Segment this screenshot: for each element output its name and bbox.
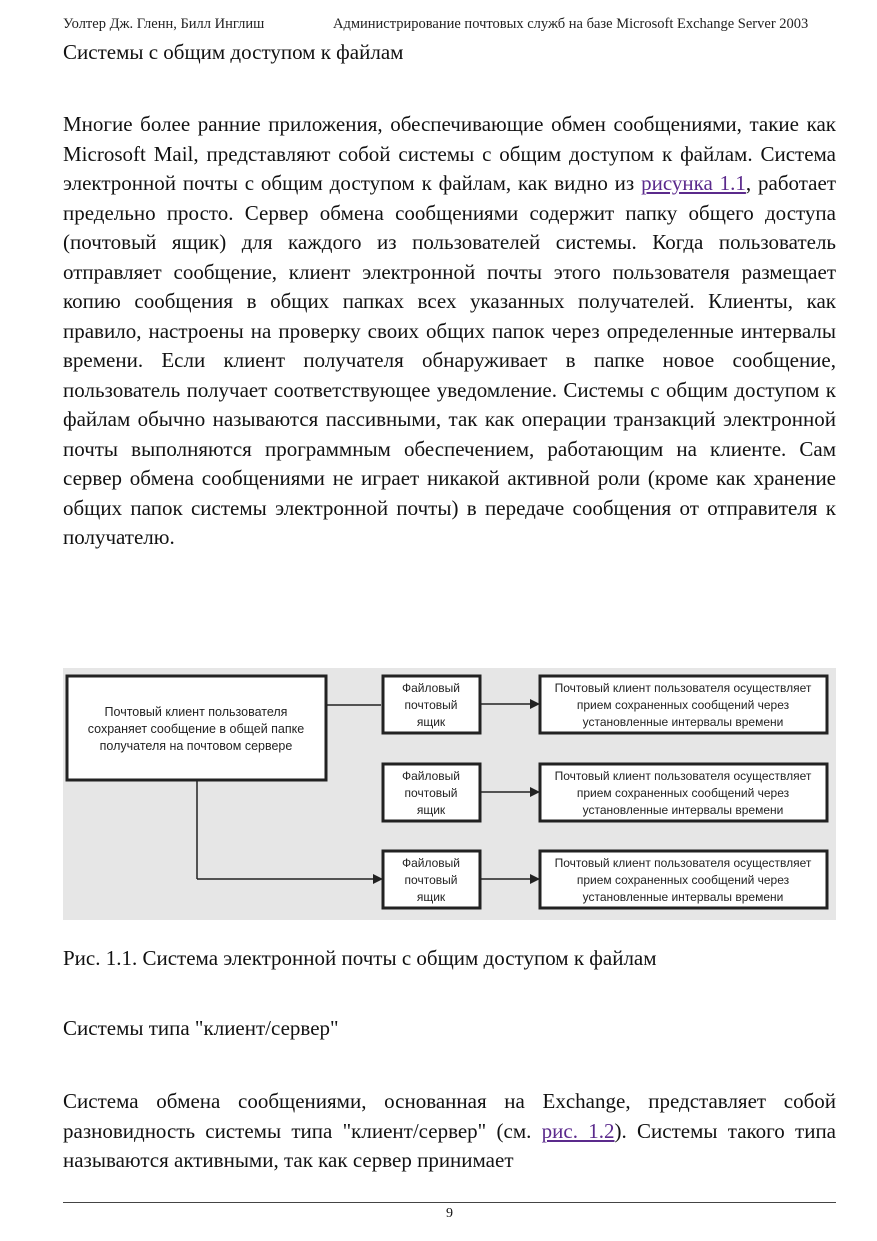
sender-box-line-3: получателя на почтовом сервере	[99, 739, 293, 753]
sender-box-line-1: Почтовый клиент пользователя	[104, 705, 288, 719]
footer-divider	[63, 1202, 836, 1203]
mailbox-label-line: почтовый	[404, 786, 458, 800]
client-box-line: Почтовый клиент пользователя осуществляет	[554, 681, 812, 695]
client-box-line: прием сохраненных сообщений через	[576, 873, 790, 887]
paragraph-text: Система обмена сообщениями, основанная на Exchange, представляет собой разновидность системы типа "клиент/сервер" (см.	[63, 1089, 836, 1143]
mailbox-label-line: ящик	[416, 803, 446, 817]
client-box-line: Почтовый клиент пользователя осуществляет	[554, 769, 812, 783]
client-box-line: установленные интервалы времени	[582, 890, 784, 904]
figure-1-2-link[interactable]: рис. 1.2	[541, 1118, 615, 1143]
figure-1-1-link[interactable]: рисунка 1.1	[641, 171, 746, 195]
mailbox-label-line: Файловый	[401, 769, 461, 783]
client-box-line: прием сохраненных сообщений через	[576, 698, 790, 712]
header-book-title: Администрирование почтовых служб на базе Microsoft Exchange Server 2003	[333, 16, 809, 32]
client-box-line: Почтовый клиент пользователя осуществляет	[554, 856, 812, 870]
mailbox-label-line: Файловый	[401, 681, 461, 695]
page-header	[63, 14, 836, 36]
mailbox-label-line: ящик	[416, 890, 446, 904]
paragraph-text: Многие более ранние приложения, обеспечивающие обмен сообщениями, такие как Microsoft Mail, представляют собой системы с общим доступом к файлам. Система электронной почты с общим доступом к файлам, как видно из	[63, 112, 836, 195]
header-authors: Уолтер Дж. Гленн, Билл Инглиш	[63, 16, 265, 32]
section-title-client-server: Системы типа "клиент/сервер"	[63, 1016, 339, 1040]
paragraph-client-server	[63, 1087, 836, 1176]
client-box-line: установленные интервалы времени	[582, 715, 784, 729]
mailbox-label-line: Файловый	[401, 856, 461, 870]
page-number: 9	[446, 1206, 453, 1221]
figure-1-1-diagram	[63, 668, 836, 920]
paragraph-text: , работает предельно просто. Сервер обмена сообщениями содержит папку общего доступа (почтовый ящик) для каждого из пользователей системы. Когда пользователь отправляет сообщение, клиент электронной почты этого пользователя размещает копию сообщения в общих папках всех указанных получателей. Клиенты, как правило, настроены на проверку своих общих папок через определенные интервалы времени. Если клиент получателя обнаруживает в папке новое сообщение, пользователь получает соответствующее уведомление. Системы с общим доступом к файлам обычно называются пассивными, так как операции транзакций электронной почты выполняются программным обеспечением, работающим на клиенте. Сам сервер обмена сообщениями не играет никакой активной роли (кроме как хранение общих папок системы электронной почты) в передаче сообщения от отправителя к получателю.	[63, 171, 837, 549]
client-box-line: прием сохраненных сообщений через	[576, 786, 790, 800]
sender-box-line-2: сохраняет сообщение в общей папке	[87, 722, 305, 736]
mailbox-label-line: почтовый	[404, 698, 458, 712]
client-box-line: установленные интервалы времени	[582, 803, 784, 817]
mailbox-label-line: почтовый	[404, 873, 458, 887]
mailbox-label-line: ящик	[416, 715, 446, 729]
figure-caption: Рис. 1.1. Система электронной почты с общим доступом к файлам	[63, 946, 657, 970]
section-title-file-sharing: Системы с общим доступом к файлам	[63, 40, 404, 64]
paragraph-text: ). Системы такого типа называются активными, так как сервер принимает	[63, 1118, 837, 1172]
paragraph-file-sharing	[63, 110, 836, 553]
